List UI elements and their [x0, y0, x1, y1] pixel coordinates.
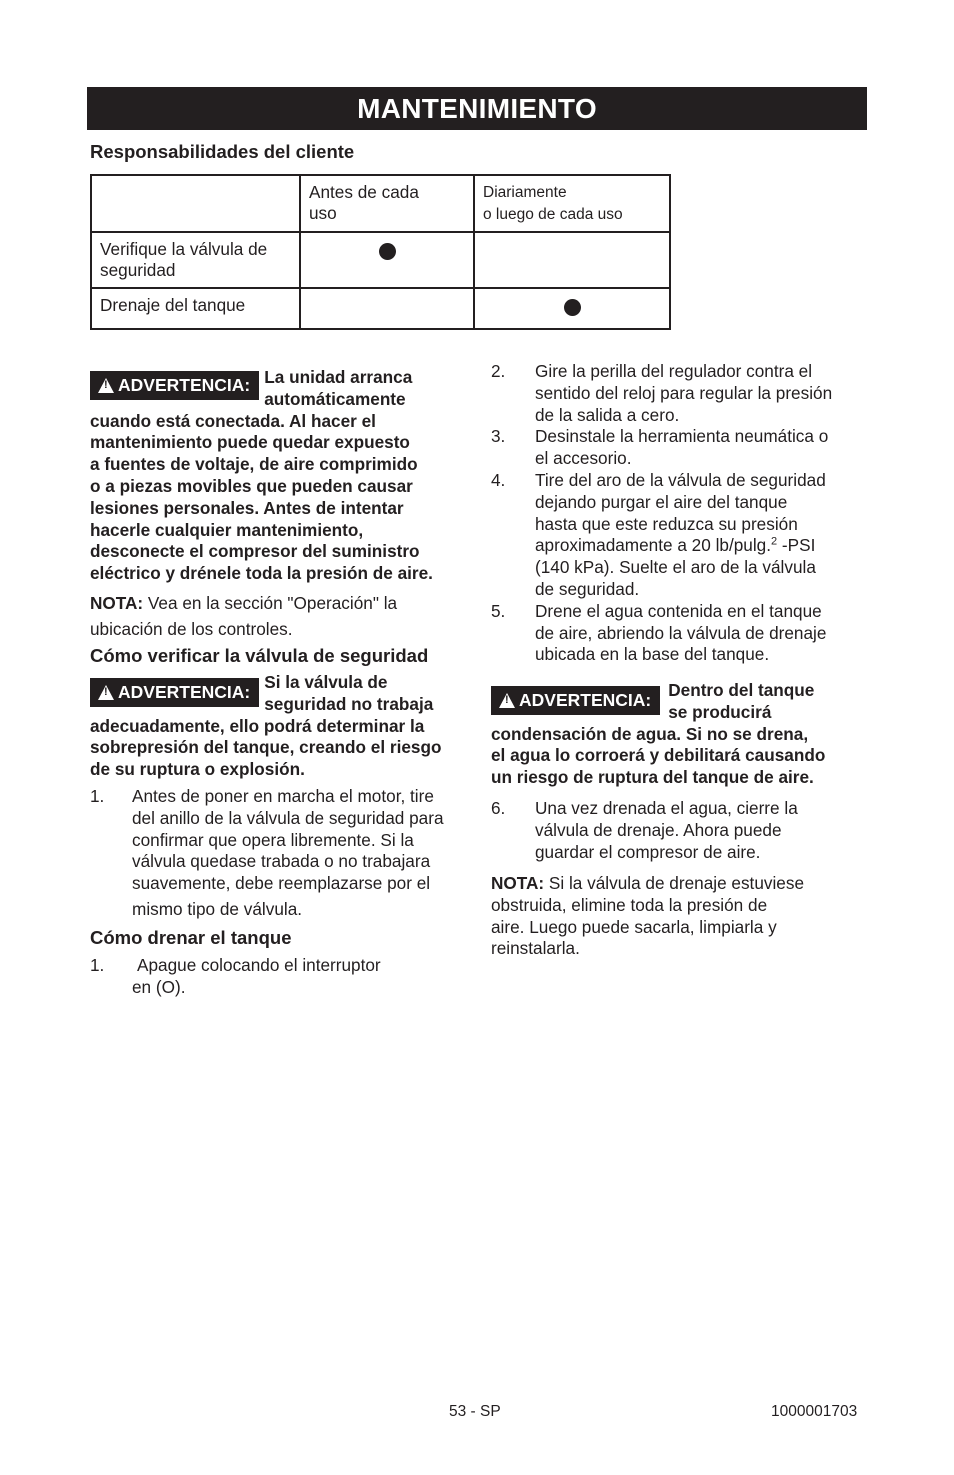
note-drain-valve: NOTA: Si la válvula de drenaje estuviese obstruida, elimine toda la presión de aire. Luego puede sacarla, limpiarla y reinstalarla. — [491, 873, 805, 959]
warning-auto-start: ! ADVERTENCIA: La unidad arranca automáticamente cuando está conectada. Al hacer el mantenimiento puede quedar expuesto a fuentes de voltaje, de aire comprimido o a piezas movibles que pueden causar lesiones personales. Antes de intentar hacerle cualquier mantenimiento, desconecte el compresor del suministro eléctrico y drénele toda la presión de aire. — [90, 367, 485, 585]
warning-badge: ! ADVERTENCIA: — [90, 371, 259, 400]
drain-step-six — [491, 798, 871, 863]
warning-side-text: Dentro del tanque se producirá — [668, 680, 815, 722]
page-number: 53 - SP — [449, 1403, 501, 1420]
warning-badge: ! ADVERTENCIA: — [491, 686, 660, 715]
heading-check-valve: Cómo verificar la válvula de seguridad — [90, 645, 429, 666]
table-header-before-use: Antes de cada uso — [300, 175, 474, 232]
warning-badge: ! ADVERTENCIA: — [90, 678, 259, 707]
list-item: 3. Desinstale la herramienta neumática o el accesorio. — [491, 426, 829, 469]
section-heading: Responsabilidades del cliente — [90, 141, 355, 162]
table-cell-before-use — [300, 232, 474, 288]
title-banner — [87, 87, 867, 130]
list-item: 4. Tire del aro de la válvula de seguridad dejando purgar el aire del tanque hasta que este reduzca su presión aproximadamente a 20 lb/pulg.$^2$ -PSI (140 kPa). Suelte el aro de la válvula de seguridad. — [491, 469, 826, 599]
table-row — [91, 232, 670, 288]
heading-drain-tank: Cómo drenar el tanque — [90, 927, 292, 948]
table-row-label: Drenaje del tanque — [91, 288, 300, 329]
table-header-row — [91, 175, 670, 232]
warning-safety-valve: ! ADVERTENCIA: Si la válvula de seguridad no trabaja adecuadamente, ello podrá determinar la sobrepresión del tanque, creando el riesgo de su ruptura o explosión. — [90, 672, 485, 781]
list-item: 5. Drene el agua contenida en el tanque de aire, abriendo la válvula de drenaje ubicada en la base del tanque. — [491, 600, 827, 665]
drain-steps-right — [491, 361, 871, 666]
list-item: 1. Apague colocando el interruptor en (O). — [90, 955, 381, 997]
page-title: MANTENIMIENTO — [357, 92, 597, 124]
responsibilities-table — [90, 174, 671, 330]
check-dot-icon — [564, 299, 581, 316]
list-item: 6. Una vez drenada el agua, cierre la válvula de drenaje. Ahora puede guardar el compresor de aire. — [491, 798, 798, 862]
table-cell-before-use — [300, 288, 474, 329]
warning-triangle-icon — [98, 685, 114, 700]
warning-side-text: Si la válvula de seguridad no trabaja — [264, 672, 434, 714]
warning-condensation: ! ADVERTENCIA: Dentro del tanque se producirá condensación de agua. Si no se drena, el agua lo corroerá y debilitará causando un riesgo de ruptura del tanque de aire. — [491, 680, 871, 789]
table-cell-daily — [474, 288, 670, 329]
list-item: 2. Gire la perilla del regulador contra el sentido del reloj para regular la presión de la salida a cero. — [491, 361, 833, 425]
warning-triangle-icon — [499, 693, 515, 708]
warning-triangle-icon — [98, 378, 114, 393]
warning-side-text: La unidad arranca automáticamente — [264, 367, 413, 409]
check-dot-icon — [379, 243, 396, 260]
table-header-empty — [91, 175, 300, 232]
list-item: 1. Antes de poner en marcha el motor, tire del anillo de la válvula de seguridad para confirmar que opera libremente. Si la válvula quedase trabada o no trabajara suavemente, debe reemplazarse por el mismo tipo de válvula. — [90, 786, 444, 919]
drain-steps-left — [90, 955, 485, 999]
table-cell-daily — [474, 232, 670, 288]
document-number: 1000001703 — [771, 1403, 858, 1420]
table-row-label: Verifique la válvula de seguridad — [91, 232, 300, 288]
note-controls: NOTA: Vea en la sección "Operación" la ubicación de los controles. — [90, 593, 398, 639]
table-header-daily: Diariamente o luego de cada uso — [474, 175, 670, 232]
table-row — [91, 288, 670, 329]
check-valve-steps — [90, 786, 490, 921]
